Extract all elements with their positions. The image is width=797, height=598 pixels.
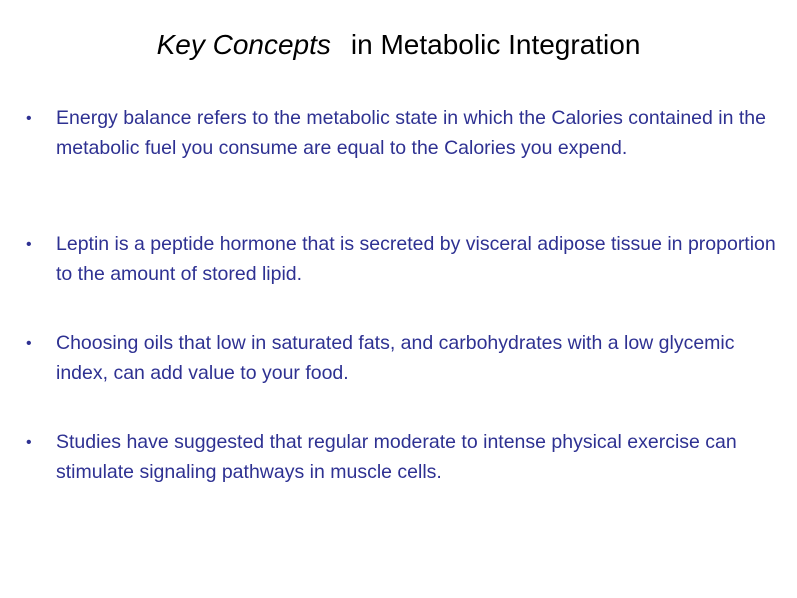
bullet-text: Leptin is a peptide hormone that is secreted by visceral adipose tissue in proportion to the amount of stored lipid. [56,233,776,285]
bullet-item [26,104,776,163]
bullet-dot-icon: • [26,434,32,451]
bullet-text: Choosing oils that low in saturated fats, and carbohydrates with a low glycemic index, can add value to your food. [56,332,735,384]
bullet-item [26,329,776,388]
bullet-item [26,428,776,487]
slide-title-rest: in Metabolic Integration [350,29,641,60]
slide-title [0,27,797,63]
bullet-item [26,230,776,289]
bullet-text: Energy balance refers to the metabolic state in which the Calories contained in the metabolic fuel you consume are equal to the Calories you expend. [56,107,766,159]
bullet-text: Studies have suggested that regular moderate to intense physical exercise can stimulate signaling pathways in muscle cells. [56,431,737,483]
bullet-dot-icon: • [26,335,32,352]
slide-title-emphasis: Key Concepts [156,29,331,60]
bullet-dot-icon: • [26,110,32,127]
bullet-dot-icon: • [26,236,32,253]
